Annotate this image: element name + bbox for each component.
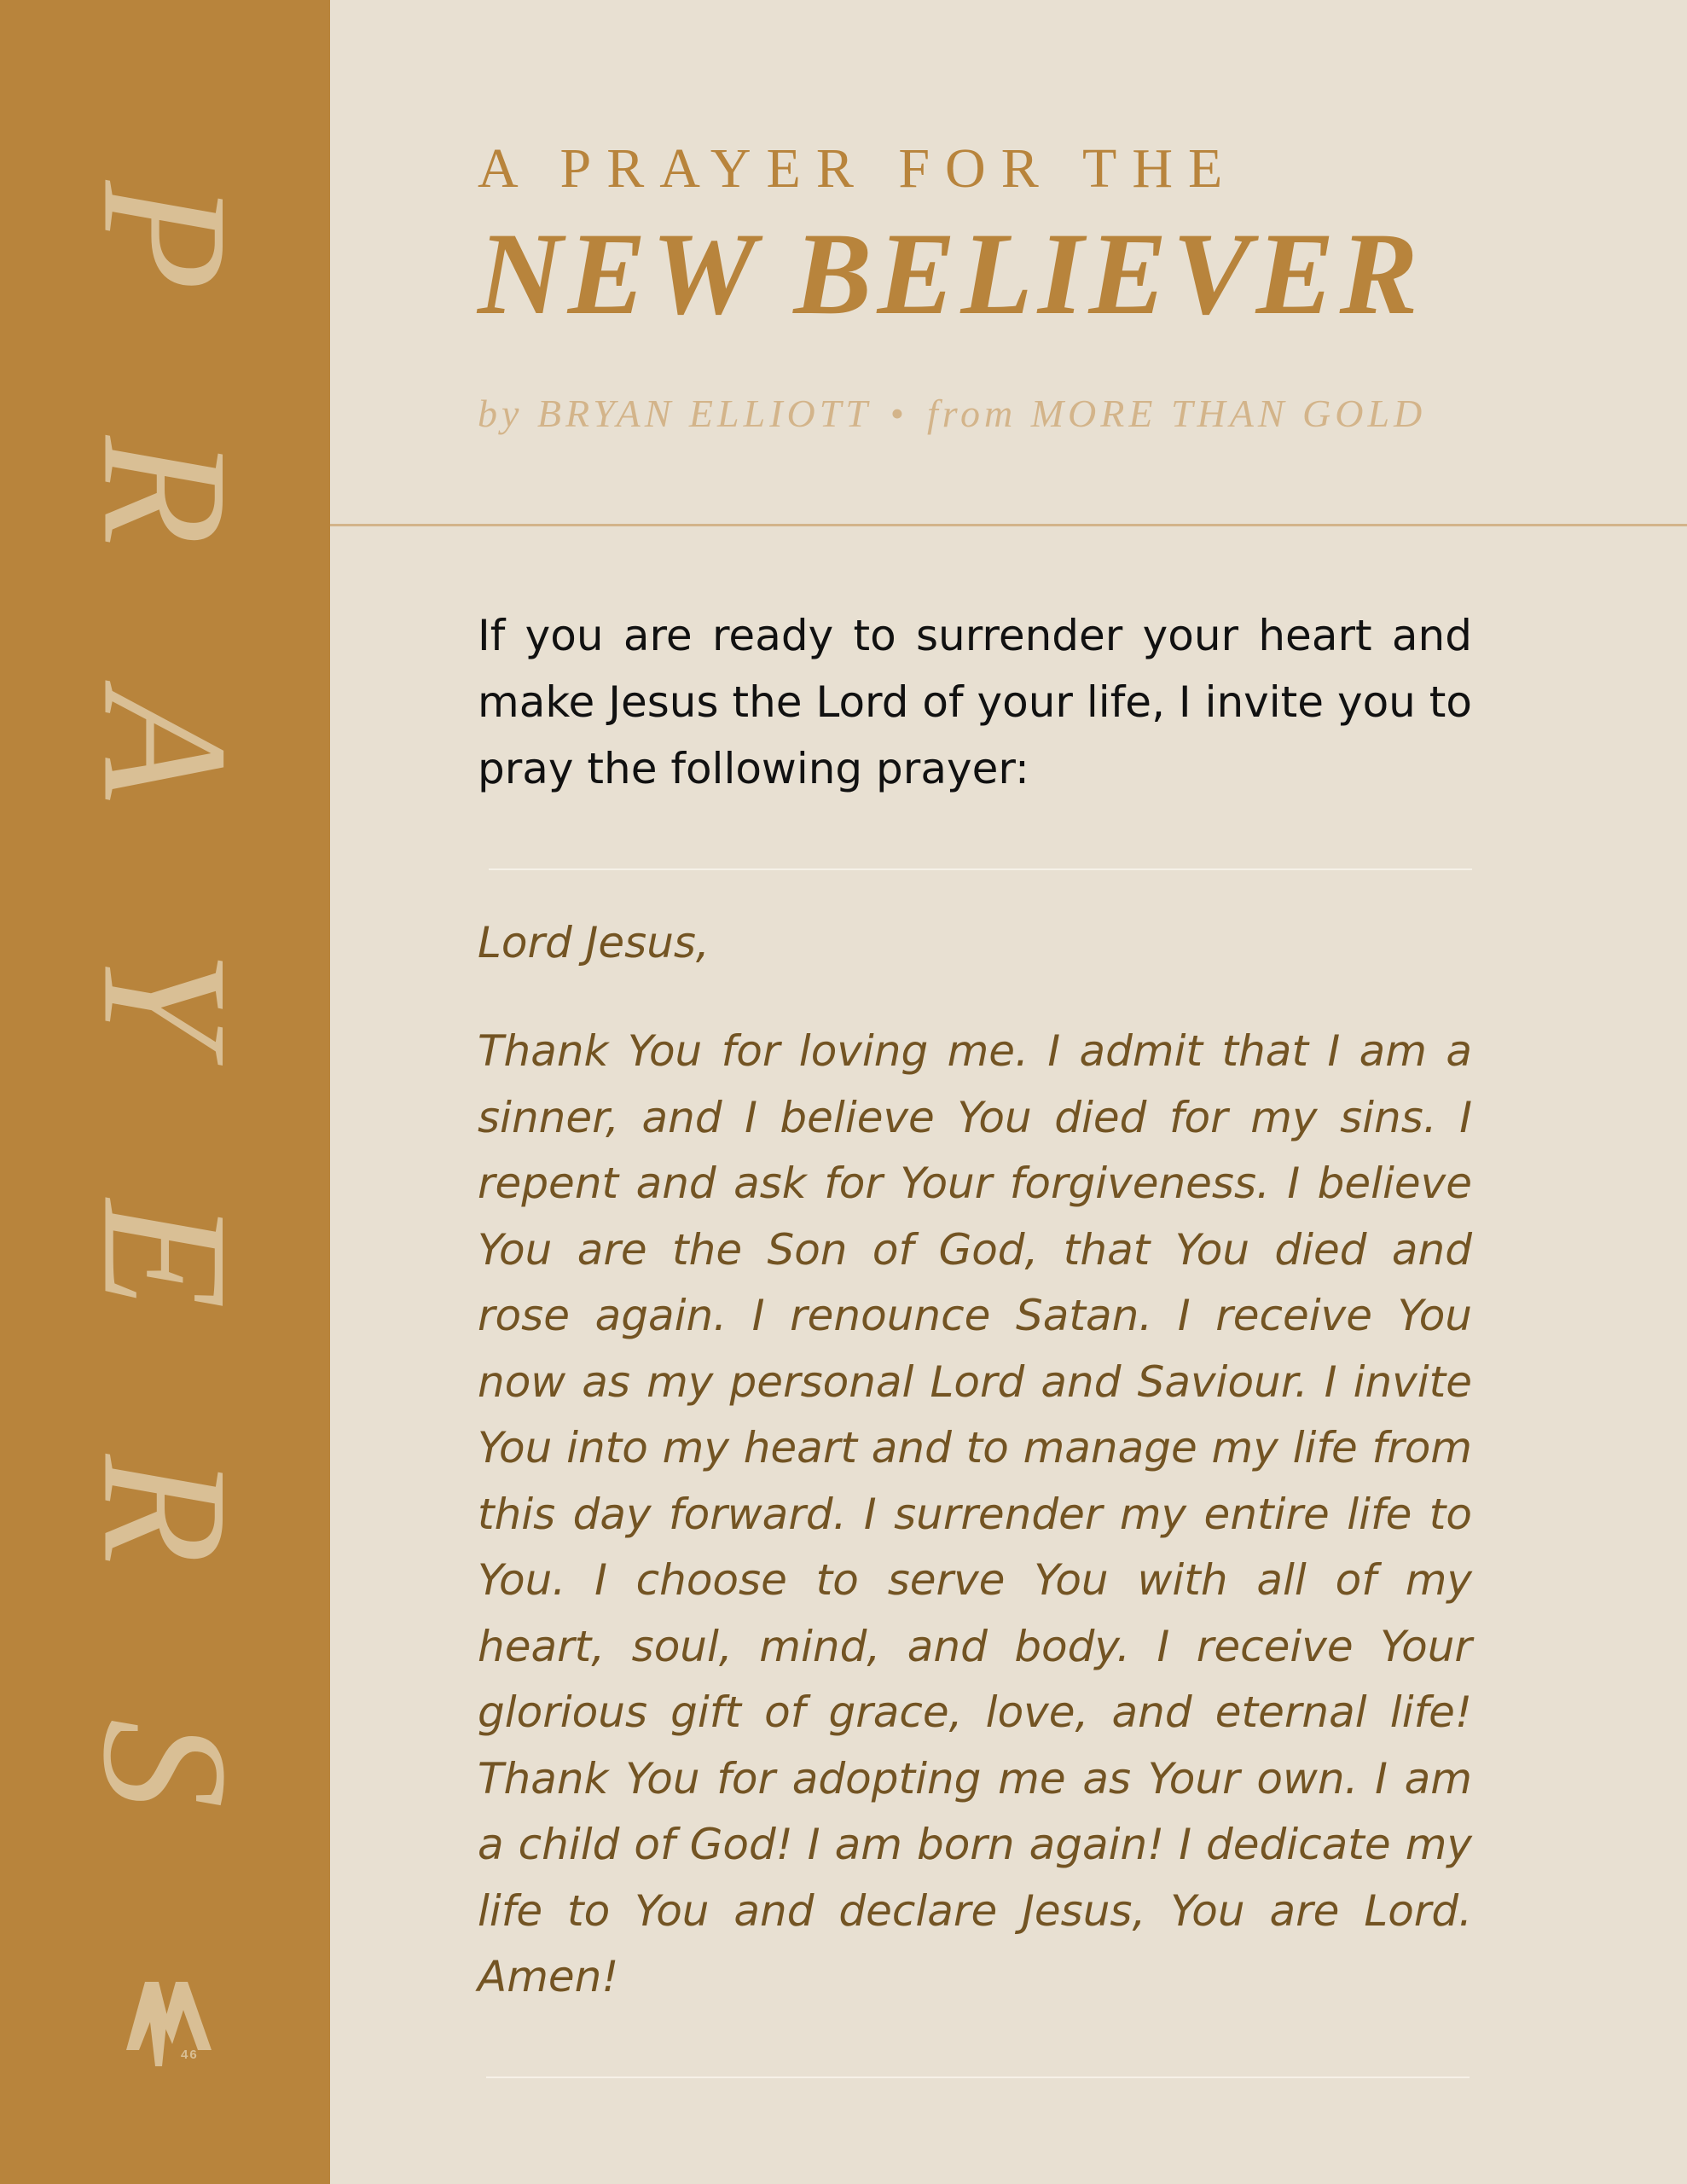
- page-title: NEW BELIEVER: [478, 208, 1423, 339]
- sidebar-letter: Y: [66, 950, 264, 1050]
- sidebar-letter: E: [66, 1199, 264, 1310]
- publisher-logo-icon: [126, 1978, 212, 2066]
- title-kicker: A PRAYER FOR THE: [478, 137, 1238, 200]
- header-divider: [330, 524, 1687, 526]
- prayer-text: Thank You for loving me. I admit that I am a sinner, and I believe You died for my sins. I repent and ask for Your forgiveness. I believe You are the Son of God, that You died and rose again. I renounce Satan. I receive You now as my personal Lord and Saviour. I invite You into my heart and to manage my life from this day forward. I surrender my entire life to You. I choose to serve You with all of my heart, soul, mind, and body. I receive Your glorious gift of grace, love, and eternal life! Thank You for adopting me as Your own. I am a child of God! I am born again! I dedicate my life to You and declare Jesus, You are Lord. Amen!: [478, 1026, 1472, 2001]
- page-number: 46: [181, 2048, 199, 2062]
- sidebar-letter: R: [66, 435, 264, 546]
- source-credit: from MORE THAN GOLD: [927, 392, 1427, 435]
- section-divider: [489, 868, 1472, 870]
- sidebar: [0, 0, 330, 2184]
- bottom-divider: [486, 2077, 1470, 2078]
- sidebar-letter: P: [66, 180, 264, 291]
- byline: [478, 391, 1426, 436]
- intro-paragraph: If you are ready to surrender your heart and make Jesus the Lord of your life, I invite you to pray the following prayer:: [478, 611, 1472, 793]
- sidebar-letter: R: [66, 1454, 264, 1565]
- sidebar-letter: A: [66, 689, 264, 800]
- prayer-greeting: Lord Jesus,: [478, 918, 710, 967]
- author-credit: by BRYAN ELLIOTT: [478, 392, 872, 435]
- byline-separator: •: [890, 392, 909, 435]
- sidebar-letter: S: [66, 1718, 264, 1809]
